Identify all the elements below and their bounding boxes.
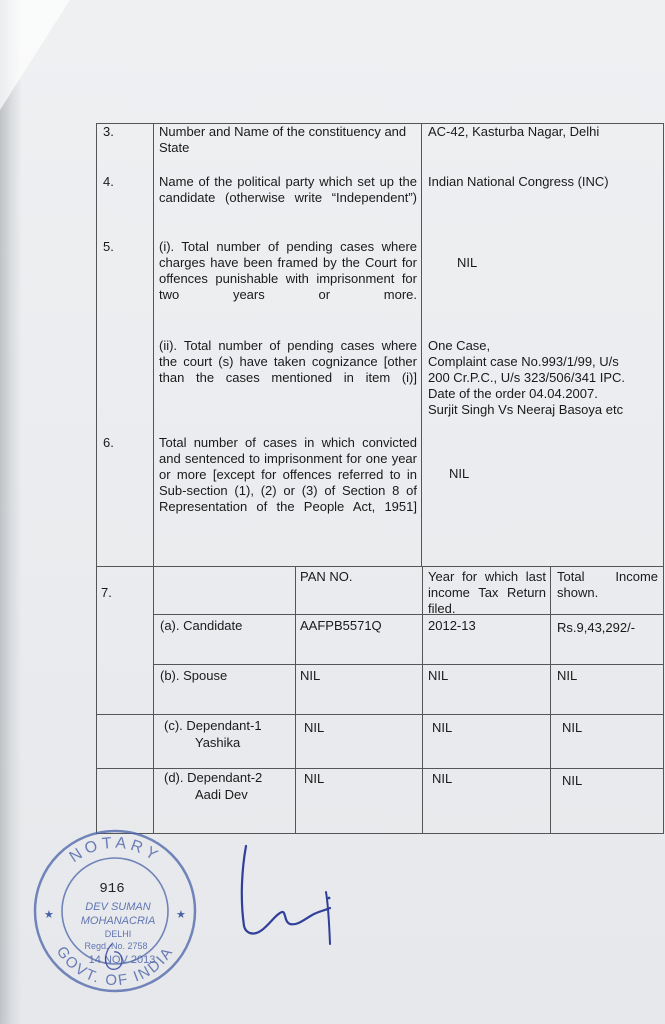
row7d-income: NIL — [562, 773, 583, 788]
row7a-rule — [153, 664, 663, 665]
table-left-border — [96, 123, 97, 834]
row7c-year: NIL — [432, 720, 453, 735]
row6-number: 6. — [103, 435, 114, 450]
signature-graphic — [228, 838, 343, 948]
row7a-pan: AAFPB5571Q — [300, 618, 382, 633]
stamp-star-right: ★ — [176, 908, 186, 921]
row7-header-rule — [153, 614, 663, 615]
row4-value: Indian National Congress (INC) — [428, 174, 609, 189]
row7-header-year: Year for which last income Tax Return filed. — [428, 569, 546, 616]
row5-label-i: (i). Total number of pending cases where charges have been framed by the Court for offences punishable with imprisonment for two years or more. — [159, 239, 417, 302]
row7d-pan: NIL — [304, 771, 325, 786]
stamp-regd: Regd. No. 2758 — [84, 941, 148, 951]
row5-value-ii — [428, 338, 662, 418]
row7-header-income: Total Income shown. — [557, 569, 658, 600]
stamp-city: DELHI — [104, 929, 132, 939]
row7c-pan: NIL — [304, 720, 325, 735]
page-fold-shadow — [0, 0, 22, 1024]
row5-value-i: NIL — [457, 255, 478, 270]
stamp-name-line-1: DEV SUMAN — [85, 901, 151, 913]
row3-number: 3. — [103, 124, 114, 139]
folded-corner — [0, 0, 70, 110]
row7c-label: (c). Dependant-1 — [164, 718, 262, 733]
row7a-label: (a). Candidate — [160, 618, 243, 633]
row6-value: NIL — [449, 466, 470, 481]
notary-stamp — [30, 826, 200, 996]
row7-header-pan: PAN NO. — [300, 569, 353, 584]
row5-value-ii-line: Complaint case No.993/1/99, U/s — [428, 354, 619, 369]
row6-label: Total number of cases in which convicted and sentenced to imprisonment for one year or more [except for offences referred to in Sub-section (1), (2) or (3) of Section 8 of Representation of the People Act, 1951] — [159, 435, 417, 514]
row4-label: Name of the political party which set up the candidate (otherwise write “Independent”) — [159, 174, 417, 205]
row7c-income: NIL — [562, 720, 583, 735]
notary-stamp-graphic — [30, 826, 200, 996]
row7b-rule — [96, 714, 663, 715]
row7b-income: NIL — [557, 668, 578, 683]
col-divider-pan — [295, 566, 296, 834]
stamp-name-line-2: MOHANACRIA — [80, 915, 156, 927]
row4-number: 4. — [103, 174, 114, 189]
row3-label: Number and Name of the constituency and State — [159, 124, 407, 155]
col-divider-2 — [421, 123, 422, 566]
row7b-label: (b). Spouse — [160, 668, 228, 683]
stamp-date: 14 NOV 2013 — [88, 954, 156, 966]
row7d-year: NIL — [432, 771, 453, 786]
row5-value-ii-line: 200 Cr.P.C., U/s 323/506/341 IPC. — [428, 370, 626, 385]
table-right-border — [663, 123, 664, 834]
col-divider-income — [550, 566, 551, 834]
stamp-star-left: ★ — [44, 908, 54, 921]
col-divider-1 — [153, 123, 154, 834]
row7-top-rule — [96, 566, 663, 567]
col-divider-year — [422, 566, 423, 834]
row7-number: 7. — [101, 585, 112, 600]
row3-value: AC-42, Kasturba Nagar, Delhi — [428, 124, 600, 139]
row7c-rule — [96, 768, 663, 769]
stamp-number: 916 — [99, 881, 125, 897]
row5-value-ii-line: Date of the order 04.04.2007. — [428, 386, 598, 401]
row5-value-ii-line: One Case, — [428, 338, 491, 353]
row7d-label: (d). Dependant-2 — [164, 770, 263, 785]
row7a-income: Rs.9,43,292/- — [557, 620, 636, 635]
stamp-top-text: NOTARY — [66, 834, 164, 867]
row5-number: 5. — [103, 239, 114, 254]
row7d-sublabel: Aadi Dev — [195, 787, 248, 802]
row5-label-ii: (ii). Total number of pending cases where the court (s) have taken cognizance [other than the cases mentioned in item (i)] — [159, 338, 417, 385]
row7c-sublabel: Yashika — [195, 735, 241, 750]
stamp-bottom-text: GOVT. OF INDIA — [52, 943, 178, 990]
row7a-year: 2012-13 — [428, 618, 476, 633]
row7b-year: NIL — [428, 668, 449, 683]
row7b-pan: NIL — [300, 668, 321, 683]
signature — [228, 838, 343, 948]
row5-value-ii-line: Surjit Singh Vs Neeraj Basoya etc — [428, 402, 624, 417]
